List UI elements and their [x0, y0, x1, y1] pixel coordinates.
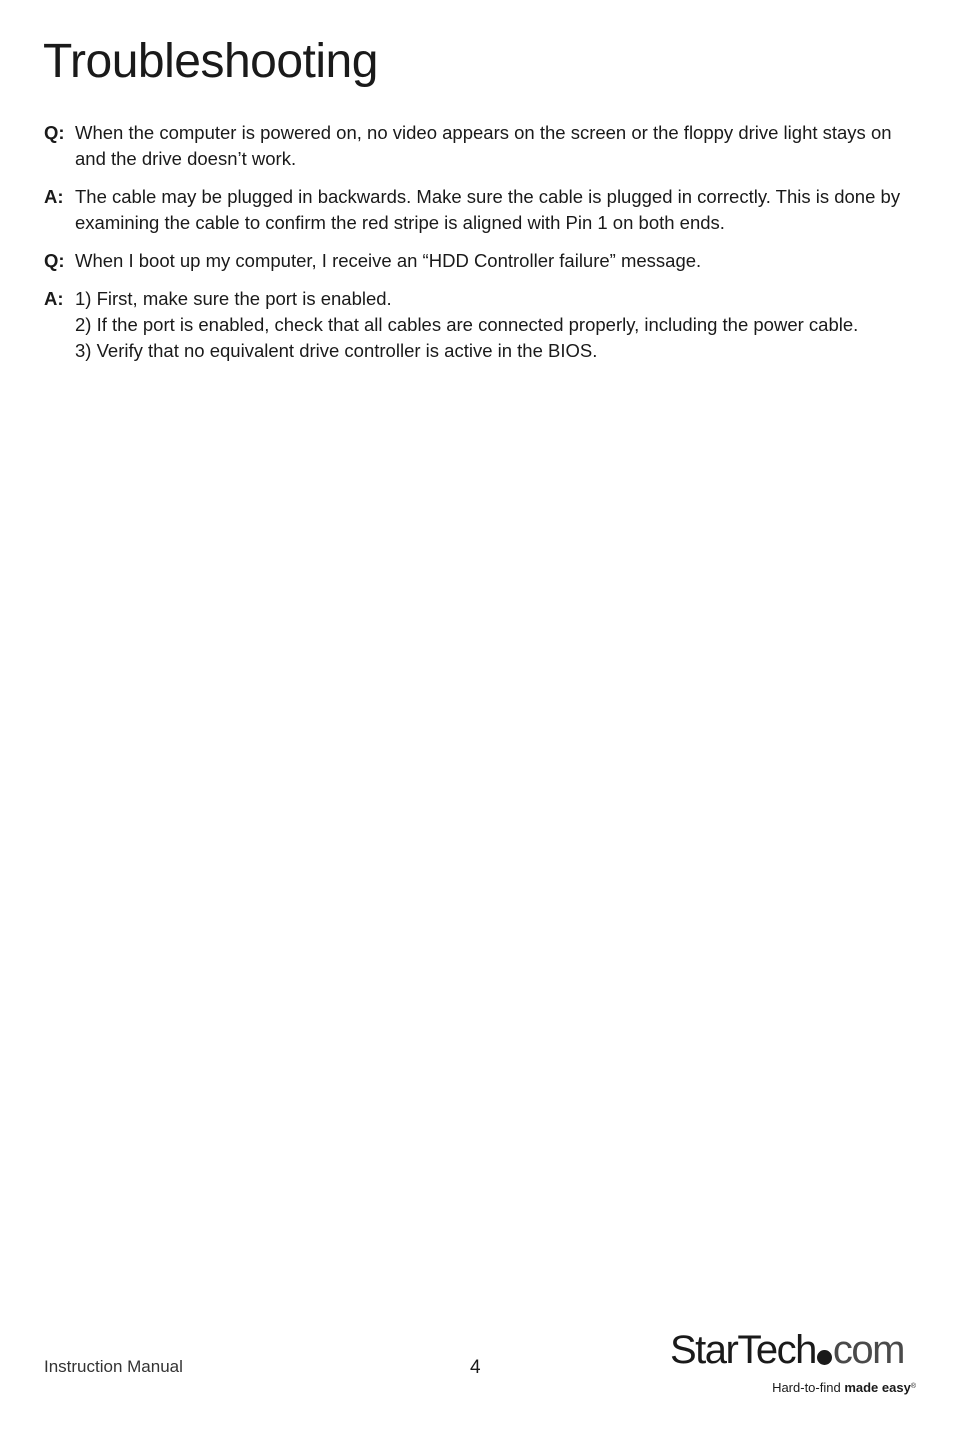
logo-name: StarTech [670, 1328, 816, 1372]
answer-text [75, 286, 904, 364]
logo-dot-icon [817, 1350, 832, 1365]
faq-answer [44, 286, 904, 364]
startech-logo [670, 1328, 918, 1400]
answer-step: 2) If the port is enabled, check that all cables are connected properly, including the power cable. [75, 314, 859, 335]
tagline-bold: made easy [844, 1380, 911, 1395]
registered-mark: ® [910, 1383, 916, 1390]
page-number: 4 [470, 1357, 481, 1378]
logo-wordmark [670, 1328, 918, 1372]
faq-list [44, 120, 904, 376]
answer-step: 3) Verify that no equivalent drive controller is active in the BIOS. [75, 340, 598, 361]
tagline-light: Hard-to-find [772, 1380, 841, 1395]
answer-text [75, 184, 904, 236]
page-title: Troubleshooting [43, 35, 378, 88]
answer-marker: A: [44, 186, 64, 207]
footer-label: Instruction Manual [44, 1357, 183, 1376]
faq-question [44, 248, 904, 274]
question-marker: Q: [44, 250, 65, 271]
logo-domain: com [832, 1328, 904, 1372]
answer-line: The cable may be plugged in backwards. Make sure the cable is plugged in correctly. This is done by examining the cable to confirm the red stripe is aligned with Pin 1 on both ends. [75, 186, 901, 233]
question-text [75, 120, 904, 172]
answer-marker: A: [44, 288, 64, 309]
question-line: When I boot up my computer, I receive an “HDD Controller failure” message. [75, 250, 702, 271]
question-line: When the computer is powered on, no video appears on the screen or the floppy drive light stays on and the drive doesn’t work. [75, 122, 892, 169]
faq-answer [44, 184, 904, 236]
faq-question [44, 120, 904, 172]
question-marker: Q: [44, 122, 65, 143]
answer-step: 1) First, make sure the port is enabled. [75, 288, 392, 309]
question-text [75, 248, 904, 274]
logo-tagline [772, 1380, 916, 1395]
